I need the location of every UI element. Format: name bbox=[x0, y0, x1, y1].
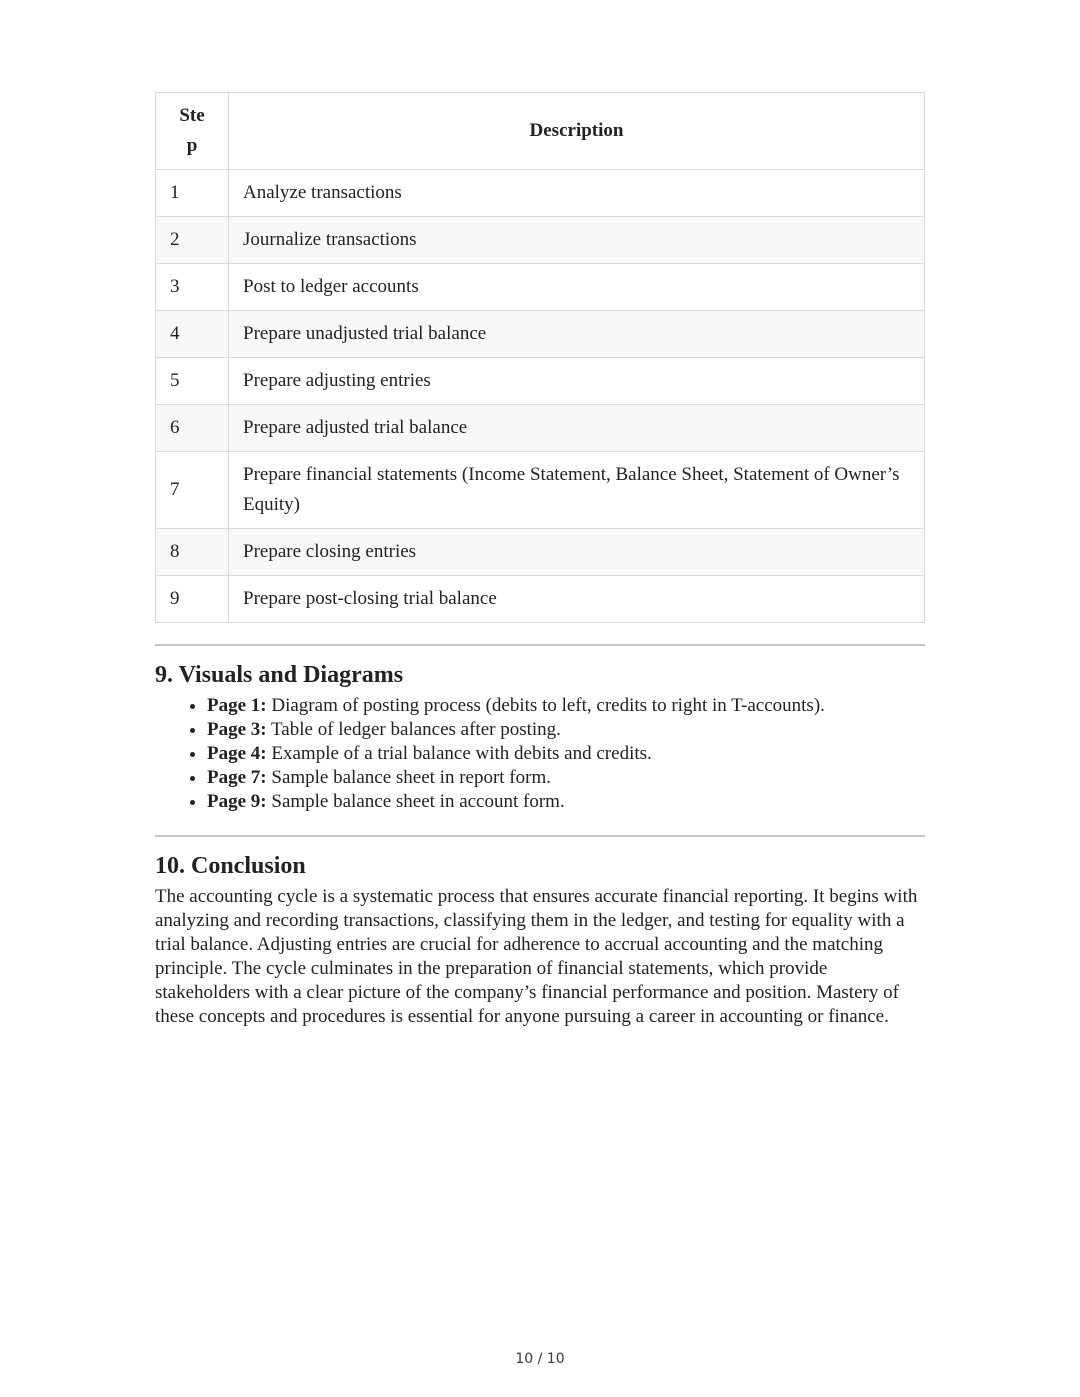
section-divider bbox=[155, 644, 925, 646]
step-description-cell: Prepare unadjusted trial balance bbox=[229, 311, 925, 358]
step-number-cell: 8 bbox=[156, 529, 229, 576]
step-description-cell: Prepare adjusted trial balance bbox=[229, 405, 925, 452]
step-description-cell: Analyze transactions bbox=[229, 170, 925, 217]
list-item-text: Example of a trial balance with debits and credits. bbox=[266, 743, 652, 764]
list-item-label: Page 1: bbox=[207, 695, 267, 716]
step-number-cell: 2 bbox=[156, 217, 229, 264]
list-item bbox=[207, 790, 925, 814]
list-item-label: Page 9: bbox=[207, 791, 267, 812]
page-number: 10 / 10 bbox=[515, 1351, 565, 1367]
table-header-description: Description bbox=[229, 93, 925, 170]
table-header-row bbox=[156, 93, 925, 170]
table-row bbox=[156, 217, 925, 264]
list-item bbox=[207, 718, 925, 742]
step-description-cell: Prepare financial statements (Income Statement, Balance Sheet, Statement of Owner’s Equity) bbox=[229, 452, 925, 529]
step-number-cell: 7 bbox=[156, 452, 229, 529]
list-item bbox=[207, 694, 925, 718]
conclusion-paragraph: The accounting cycle is a systematic process that ensures accurate financial reporting. It begins with analyzing and recording transactions, classifying them in the ledger, and testing for equality with a trial balance. Adjusting entries are crucial for adherence to accrual accounting and the matching principle. The cycle culminates in the preparation of financial statements, which provide stakeholders with a clear picture of the company’s financial performance and position. Mastery of these concepts and procedures is essential for anyone pursuing a career in accounting or finance. bbox=[155, 886, 918, 1027]
table-row bbox=[156, 529, 925, 576]
table-row bbox=[156, 311, 925, 358]
list-item-text: Sample balance sheet in account form. bbox=[266, 791, 565, 812]
accounting-cycle-steps-table bbox=[155, 92, 925, 623]
step-number-cell: 1 bbox=[156, 170, 229, 217]
step-number-cell: 9 bbox=[156, 576, 229, 623]
list-item-label: Page 3: bbox=[207, 719, 267, 740]
section-divider bbox=[155, 835, 925, 837]
table-header-step bbox=[156, 93, 229, 170]
step-description-cell: Prepare post-closing trial balance bbox=[229, 576, 925, 623]
list-item bbox=[207, 742, 925, 766]
list-item-label: Page 4: bbox=[207, 743, 267, 764]
step-description-cell: Prepare closing entries bbox=[229, 529, 925, 576]
visuals-section-heading: 9. Visuals and Diagrams bbox=[155, 662, 404, 688]
table-row bbox=[156, 358, 925, 405]
table-row bbox=[156, 264, 925, 311]
visuals-list bbox=[155, 694, 925, 814]
list-item-text: Diagram of posting process (debits to left, credits to right in T-accounts). bbox=[266, 695, 825, 716]
list-item-label: Page 7: bbox=[207, 767, 267, 788]
step-number-cell: 5 bbox=[156, 358, 229, 405]
list-item-text: Table of ledger balances after posting. bbox=[266, 719, 561, 740]
step-description-cell: Post to ledger accounts bbox=[229, 264, 925, 311]
step-description-cell: Prepare adjusting entries bbox=[229, 358, 925, 405]
table-row bbox=[156, 576, 925, 623]
conclusion-section-heading: 10. Conclusion bbox=[155, 853, 306, 879]
step-number-cell: 4 bbox=[156, 311, 229, 358]
step-description-cell: Journalize transactions bbox=[229, 217, 925, 264]
list-item-text: Sample balance sheet in report form. bbox=[266, 767, 551, 788]
table-row bbox=[156, 170, 925, 217]
step-number-cell: 6 bbox=[156, 405, 229, 452]
table-row bbox=[156, 405, 925, 452]
table-row bbox=[156, 452, 925, 529]
step-number-cell: 3 bbox=[156, 264, 229, 311]
table-header-step-label: Step bbox=[179, 105, 205, 156]
list-item bbox=[207, 766, 925, 790]
